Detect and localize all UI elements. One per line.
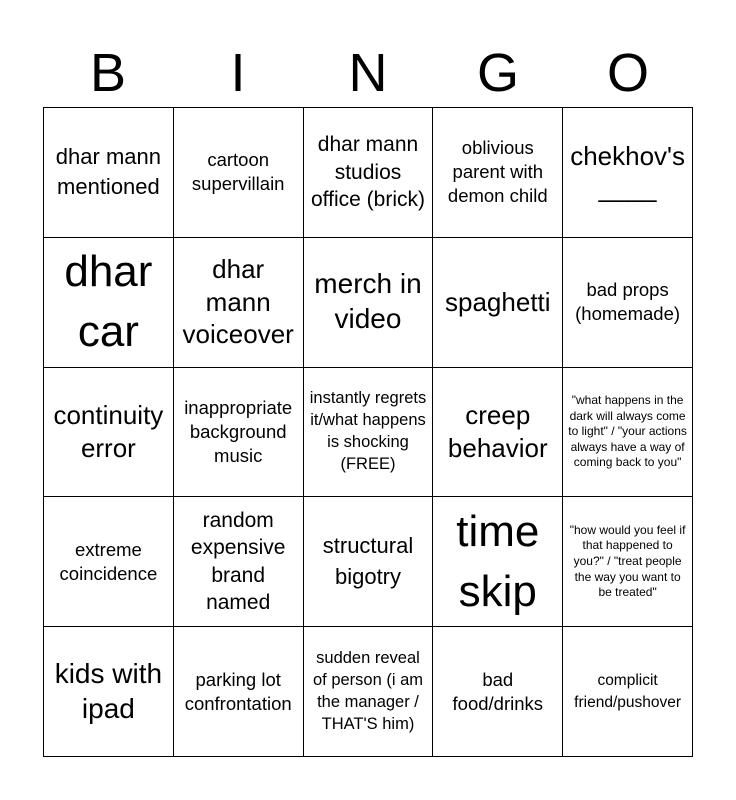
cell-text: dhar mann mentioned (55, 144, 161, 200)
cell-text: dhar mann voiceover (182, 254, 294, 350)
header-letter-o: O (606, 43, 649, 103)
cell-text: complicit friend/pushover (574, 671, 682, 711)
bingo-cell[interactable] (304, 497, 434, 627)
bingo-cell[interactable] (304, 238, 434, 368)
cell-text: time skip (456, 506, 540, 616)
bingo-cell[interactable] (174, 368, 304, 498)
cell-text: inappropriate background music (184, 396, 293, 467)
cell-text: kids with ipad (54, 657, 163, 724)
bingo-cell[interactable] (563, 368, 693, 498)
cell-text: spaghetti (445, 286, 551, 317)
cell-text: parking lot confrontation (184, 668, 292, 714)
cell-text: sudden reveal of person (i am the manager / THAT'S him) (312, 648, 424, 733)
bingo-cell[interactable] (174, 627, 304, 757)
bingo-cell[interactable] (174, 497, 304, 627)
bingo-cell[interactable] (44, 238, 174, 368)
cell-text: chekhov's ____ (570, 140, 685, 204)
bingo-board (43, 107, 693, 757)
bingo-cell[interactable] (44, 108, 174, 238)
cell-text: bad food/drinks (452, 668, 544, 714)
cell-text: structural bigotry (322, 533, 414, 589)
cell-text: "what happens in the dark will always come to light" / "your actions always have a way of coming back to you" (568, 393, 687, 470)
bingo-cell[interactable] (563, 108, 693, 238)
cell-text: dhar car (64, 247, 153, 357)
cell-text: merch in video (314, 268, 422, 335)
header-letter-g: G (476, 43, 519, 103)
cell-text: random expensive brand named (190, 509, 286, 615)
cell-text: oblivious parent with demon child (447, 137, 548, 207)
cell-text: dhar mann studios office (brick) (311, 133, 425, 212)
bingo-cell[interactable] (563, 497, 693, 627)
bingo-header (43, 40, 693, 106)
header-letter-i: I (230, 43, 246, 103)
cell-text: instantly regrets it/what happens is shocking (FREE) (309, 389, 427, 473)
bingo-cell[interactable] (304, 627, 434, 757)
cell-text: continuity error (53, 400, 164, 463)
bingo-cell[interactable] (563, 238, 693, 368)
bingo-cell[interactable] (433, 627, 563, 757)
cell-text: bad props (homemade) (575, 279, 681, 325)
cell-text: extreme coincidence (59, 538, 158, 584)
bingo-cell[interactable] (44, 368, 174, 498)
bingo-cell[interactable] (433, 497, 563, 627)
cell-text: cartoon supervillain (191, 149, 285, 195)
bingo-cell[interactable] (44, 497, 174, 627)
bingo-cell[interactable] (433, 108, 563, 238)
cell-text: "how would you feel if that happened to you?" / "treat people the way you want to be treated" (569, 522, 686, 600)
bingo-cell[interactable] (563, 627, 693, 757)
header-letter-b: B (89, 43, 127, 103)
bingo-cell[interactable] (304, 108, 434, 238)
bingo-cell[interactable] (174, 108, 304, 238)
bingo-cell[interactable] (433, 368, 563, 498)
bingo-cell[interactable] (433, 238, 563, 368)
bingo-cell[interactable] (304, 368, 434, 498)
bingo-cell[interactable] (44, 627, 174, 757)
cell-text: creep behavior (447, 400, 548, 463)
bingo-cell[interactable] (174, 238, 304, 368)
header-letter-n: N (348, 43, 388, 103)
